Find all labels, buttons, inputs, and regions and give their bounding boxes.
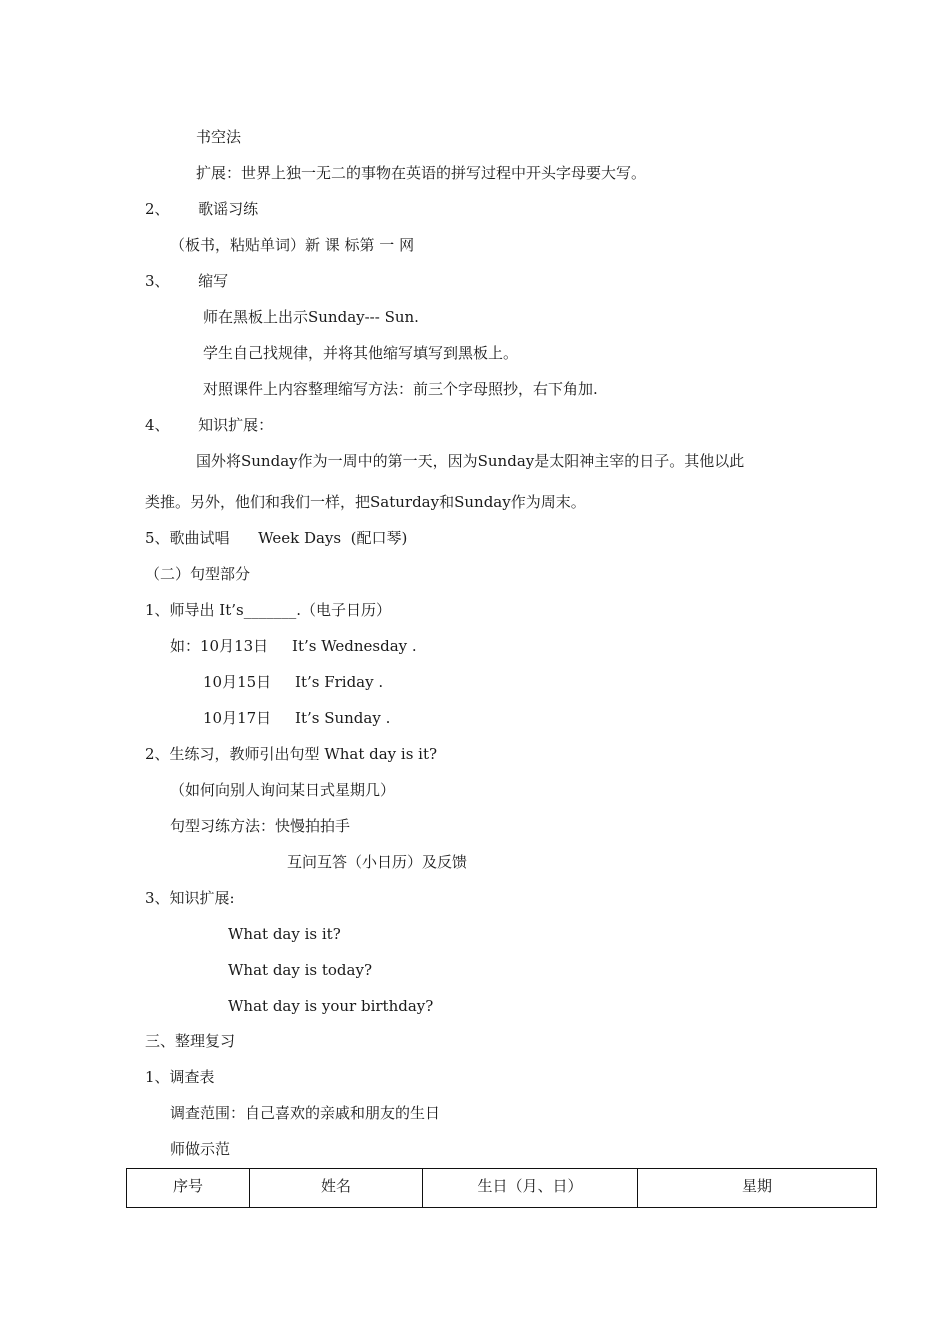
text-line: 国外将Sunday作为一周中的第一天，因为Sunday是太阳神主宰的日子。其他以此 <box>196 452 745 470</box>
text-line: 3、 缩写 <box>145 272 229 290</box>
text-line: 书空法 <box>196 128 242 146</box>
text-line: 1、师导出 It’s_______.（电子日历） <box>145 601 391 619</box>
text-line: What day is it? <box>228 925 341 943</box>
text-line: 2、生练习，教师引出句型 What day is it? <box>145 745 438 763</box>
table-header-cell: 姓名 <box>250 1169 423 1208</box>
text-line: 师在黑板上出示Sunday--- Sun. <box>203 308 419 326</box>
section-heading: （二）句型部分 <box>145 565 251 583</box>
table-header-cell: 序号 <box>127 1169 250 1208</box>
text-line: 扩展：世界上独一无二的事物在英语的拼写过程中开头字母要大写。 <box>196 164 647 182</box>
text-line: 句型习练方法：快慢拍拍手 <box>170 817 351 835</box>
text-line: 10月15日 It’s Friday . <box>203 673 384 691</box>
text-line: What day is today? <box>228 961 372 979</box>
text-line: 5、歌曲试唱 Week Days (配口琴) <box>145 529 408 547</box>
text-line: 3、知识扩展: <box>145 889 235 907</box>
survey-table <box>126 1168 877 1208</box>
text-line: 学生自己找规律，并将其他缩写填写到黑板上。 <box>203 344 519 362</box>
text-line: 1、调查表 <box>145 1068 215 1086</box>
section-heading: 三、整理复习 <box>145 1032 236 1050</box>
table-header-cell: 星期 <box>638 1169 877 1208</box>
text-line: 如：10月13日 It’s Wednesday . <box>170 637 417 655</box>
text-line: 4、 知识扩展： <box>145 416 274 434</box>
text-line: （如何向别人询问某日式星期几） <box>170 781 396 799</box>
text-line: 类推。另外，他们和我们一样，把Saturday和Sunday作为周末。 <box>145 493 586 511</box>
text-line: 2、 歌谣习练 <box>145 200 259 218</box>
text-line: 对照课件上内容整理缩写方法：前三个字母照抄，右下角加. <box>203 380 598 398</box>
text-line: 师做示范 <box>170 1140 231 1158</box>
text-line: （板书，粘贴单词）新 课 标第 一 网 <box>170 236 415 254</box>
table-header-cell: 生日（月、日） <box>423 1169 638 1208</box>
text-line: 调查范围：自己喜欢的亲戚和朋友的生日 <box>170 1104 441 1122</box>
text-line: 互问互答（小日历）及反馈 <box>287 853 468 871</box>
text-line: What day is your birthday? <box>228 997 434 1015</box>
table-header-row <box>127 1169 877 1208</box>
text-line: 10月17日 It’s Sunday . <box>203 709 391 727</box>
